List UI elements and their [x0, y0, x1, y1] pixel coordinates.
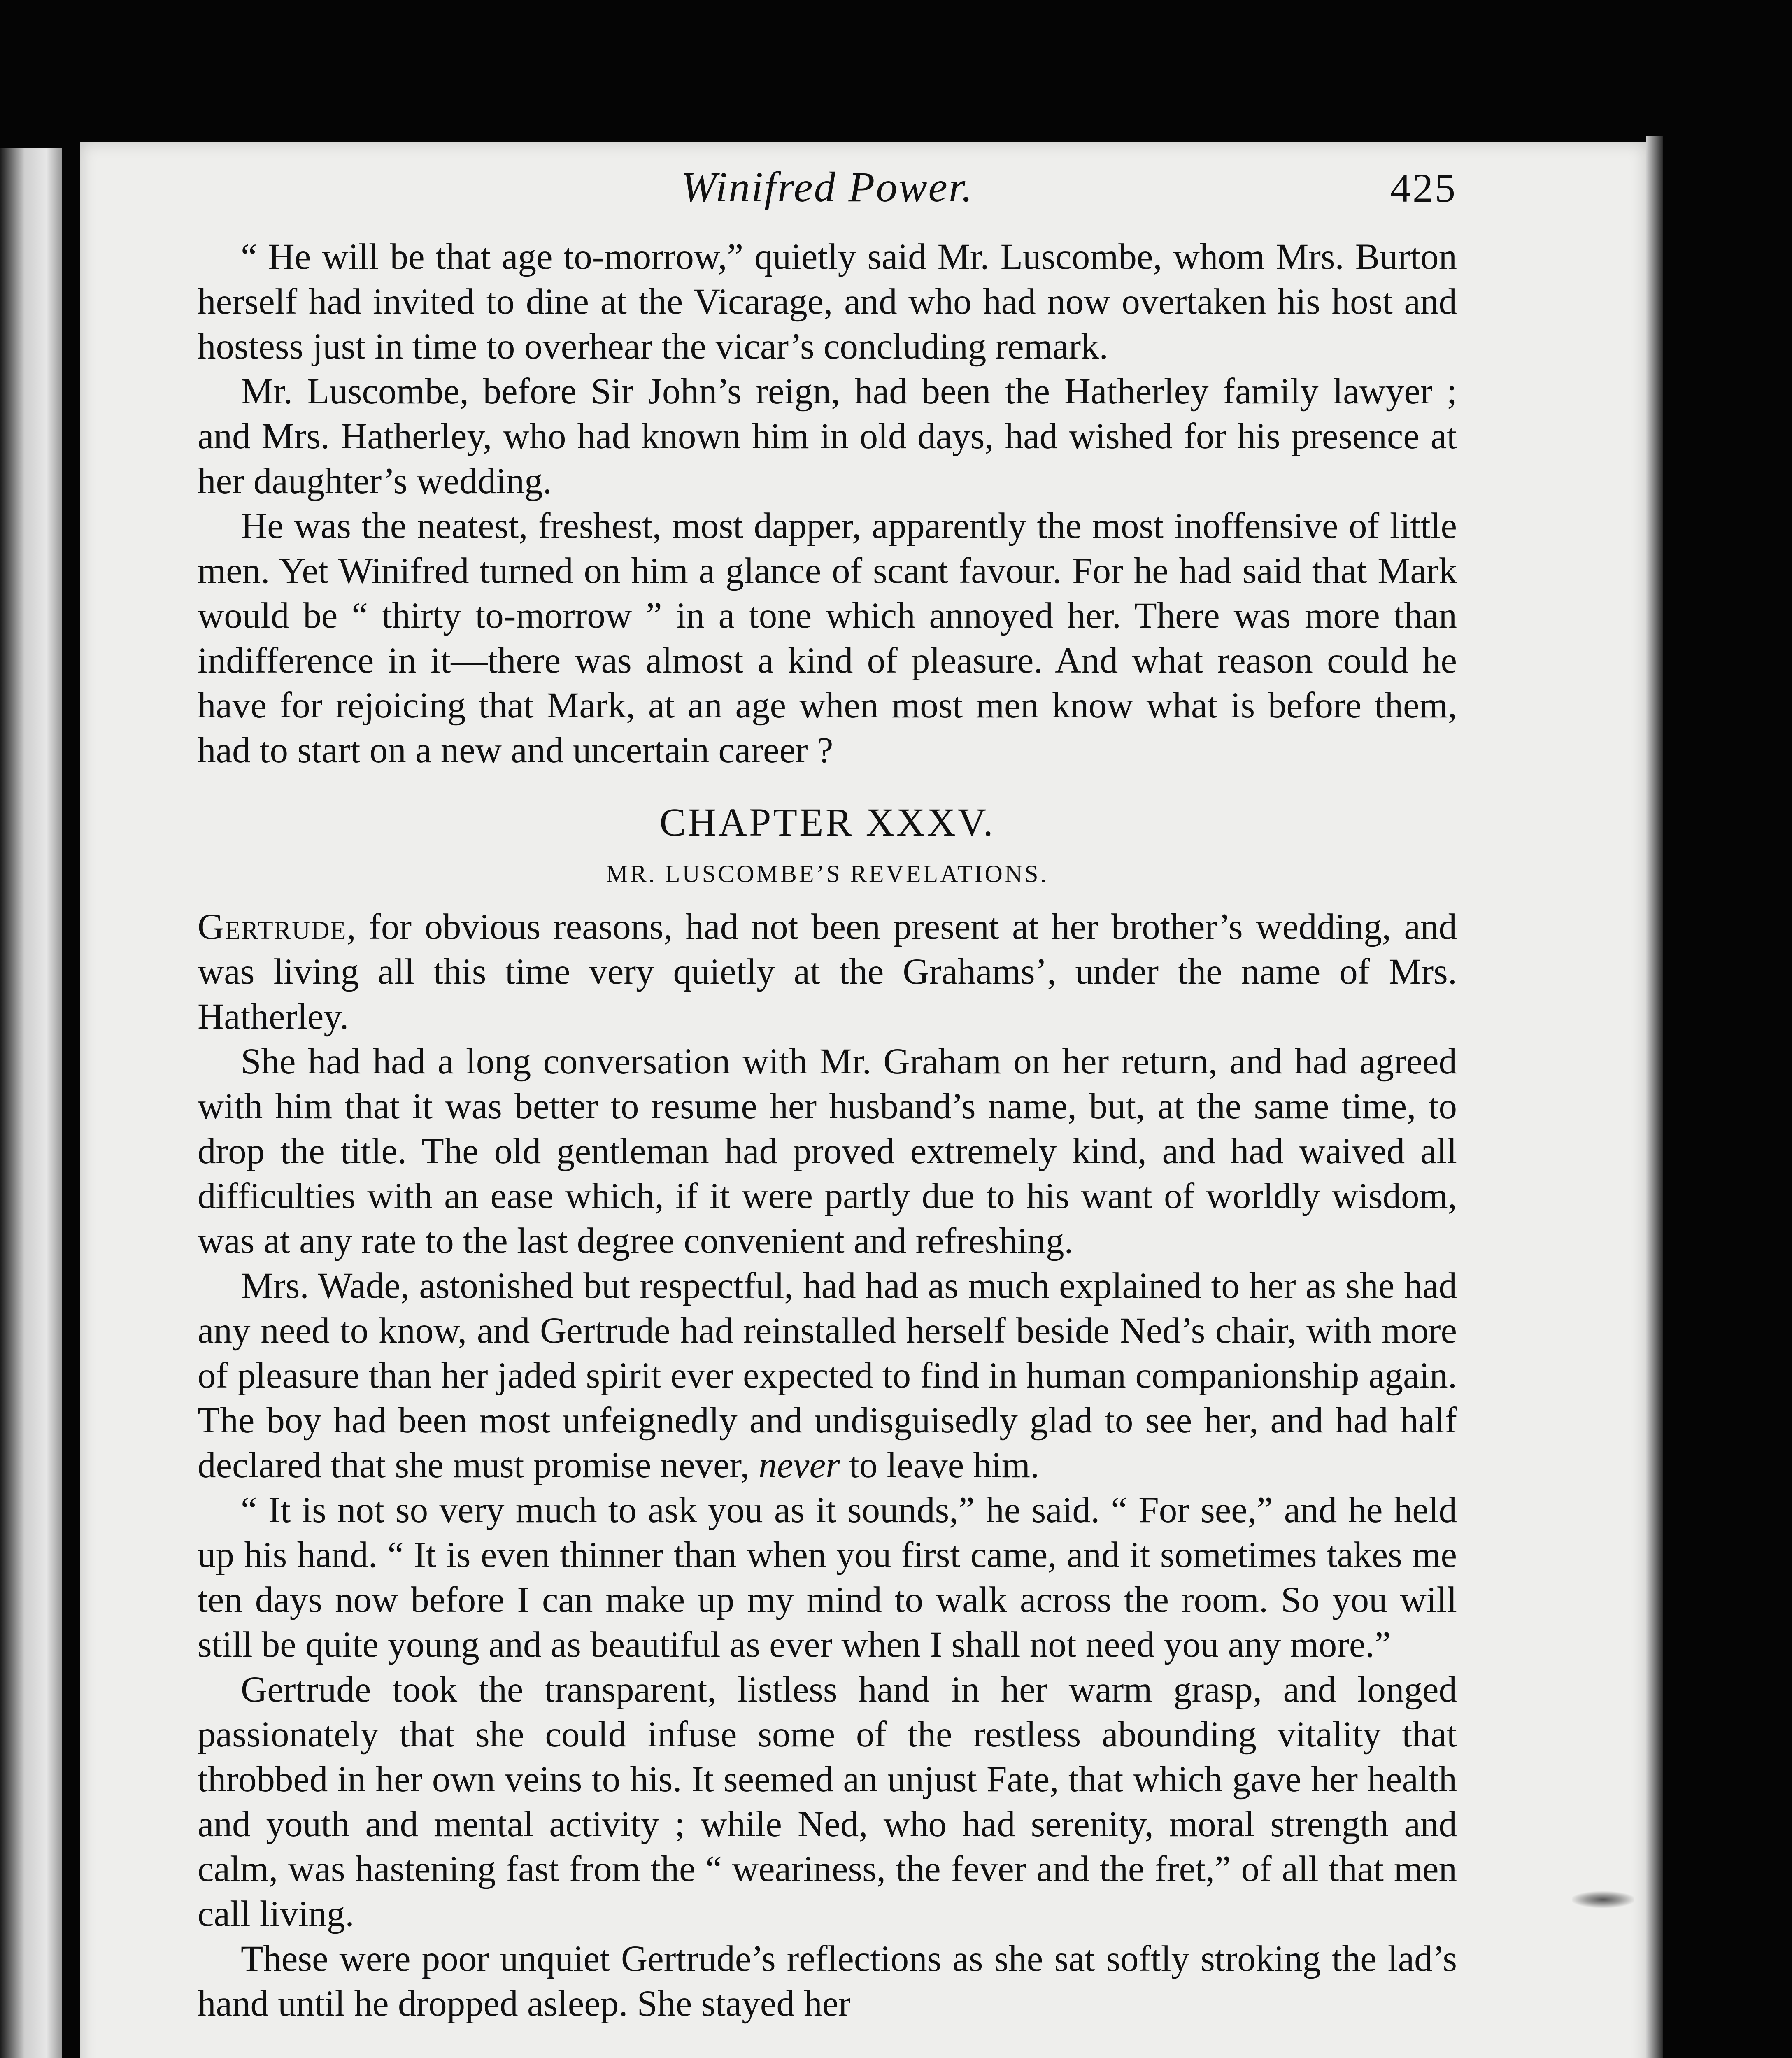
emphasis-text: never [759, 1445, 840, 1485]
paragraph-text: to leave him. [840, 1445, 1040, 1485]
paragraph: He was the neatest, freshest, most dapper, apparently the most inoffensive of little men. Yet Winifred turned on him a glance of scant favour. For he had said that Mark would be “ thirty to-morrow ” in a tone which annoyed her. There was more than indifference in it—there was almost a kind of pleasure. And what reason could he have for rejoicing that Mark, at an age when most men know what is before them, had to start on a new and uncertain career ? [198, 506, 1457, 771]
paragraph: Gertrude took the transparent, listless hand in her warm grasp, and longed passionately that she could infuse some of the restless abounding vitality that throbbed in her own veins to his. It seemed an unjust Fate, that which gave her health and youth and mental activity ; while Ned, who had serenity, moral strength and calm, was hastening fast from the “ weariness, the fever and the fret,” of all that men call living. [198, 1669, 1457, 1934]
previous-page-edge [0, 148, 62, 2058]
paragraph: These were poor unquiet Gertrude’s reflections as she sat softly stroking the lad’s hand until he dropped asleep. She stayed her [198, 1939, 1457, 2024]
paragraph: “ He will be that age to-morrow,” quietly said Mr. Luscombe, whom Mrs. Burton herself had invited to dine at the Vicarage, and who had now overtaken his host and hostess just in time to overhear the vicar’s concluding remark. [198, 237, 1457, 367]
running-title: Winifred Power. [681, 163, 974, 211]
paragraph: “ It is not so very much to ask you as it sounds,” he said. “ For see,” and he held up his hand. “ It is even thinner than when you first came, and it sometimes takes me ten days now before I can make up my mind to walk across the room. So you will still be quite young and as beautiful as ever when I shall not need you any more.” [198, 1490, 1457, 1665]
running-head [198, 163, 1457, 228]
ink-smudge [1572, 1891, 1634, 1908]
paragraph-text: Mrs. Wade, astonished but respectful, had had as much explained to her as she had any need to know, and Gertrude had reinstalled herself beside Ned’s chair, with more of pleasure than her jaded spirit ever expected to find in human companionship again. The boy had been most unfeignedly and undisguisedly glad to see her, and had half declared that she must promise never, [198, 1266, 1457, 1485]
body-text [198, 235, 1457, 2026]
page-number: 425 [1390, 165, 1457, 211]
lead-word: Gertrude [198, 907, 347, 947]
page-edge-shadow [1646, 136, 1663, 2058]
paragraph: She had had a long conversation with Mr. Graham on her return, and had agreed with him that it was better to resume her husband’s name, but, at the same time, to drop the title. The old gentleman had proved extremely kind, and had waived all difficulties with an ease which, if it were partly due to his want of worldly wisdom, was at any rate to the last degree convenient and refreshing. [198, 1041, 1457, 1261]
lead-text: , for obvious reasons, had not been present at her brother’s wedding, and was living all this time very quietly at the Grahams’, under the name of Mrs. Hatherley. [198, 907, 1457, 1037]
paragraph: Mr. Luscombe, before Sir John’s reign, had been the Hatherley family lawyer ; and Mrs. Hatherley, who had known him in old days, had wished for his presence at her daughter’s wedding. [198, 371, 1457, 501]
chapter-heading: CHAPTER XXXV. [659, 800, 995, 844]
paragraph [198, 1264, 1457, 1488]
chapter-subheading: MR. LUSCOMBE’S REVELATIONS. [606, 860, 1049, 887]
chapter-first-paragraph [198, 905, 1457, 1039]
